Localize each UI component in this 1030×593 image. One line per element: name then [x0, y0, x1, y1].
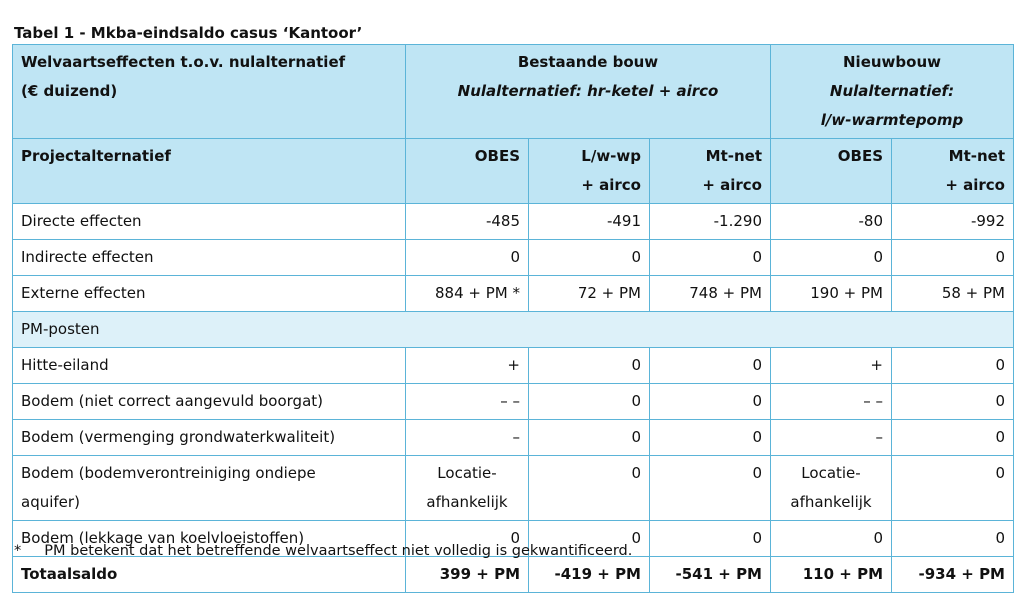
cell: -1.290: [650, 204, 771, 240]
cell: –: [406, 420, 529, 456]
cell: [406, 456, 529, 521]
cell: 0: [771, 240, 892, 276]
group1-title: Bestaande bouw: [517, 53, 659, 71]
cell: 0: [892, 240, 1014, 276]
total-cell: -934 + PM: [892, 557, 1014, 593]
col-header-5-line2: + airco: [945, 176, 1005, 194]
group2-subtitle-1: Nulalternatief:: [829, 82, 955, 100]
total-row: [13, 557, 1014, 593]
table-row: [13, 420, 1014, 456]
row-label: Bodem (niet correct aangevuld boorgat): [13, 384, 406, 420]
cell-line1: Locatie-: [801, 464, 861, 482]
col-header-4-line1: OBES: [837, 147, 883, 165]
cell-line1: Locatie-: [437, 464, 497, 482]
header-title-cell: [13, 45, 406, 139]
col-header-4: [771, 139, 892, 204]
cell: 0: [892, 420, 1014, 456]
cell: –: [771, 420, 892, 456]
header-unit: (€ duizend): [21, 82, 118, 100]
cell: 0: [529, 348, 650, 384]
cell: 0: [406, 521, 529, 557]
total-cell: -541 + PM: [650, 557, 771, 593]
row-label-header: Projectalternatief: [13, 139, 406, 204]
col-header-1-line1: OBES: [474, 147, 520, 165]
cell: 58 + PM: [892, 276, 1014, 312]
row-label-line2: aquifer): [21, 493, 80, 511]
cell: +: [406, 348, 529, 384]
footnote-marker: *: [14, 543, 22, 559]
cell: 190 + PM: [771, 276, 892, 312]
cell: +: [771, 348, 892, 384]
pm-section-row: [13, 312, 1014, 348]
cell: 0: [650, 420, 771, 456]
cell: 0: [406, 240, 529, 276]
cell: 0: [650, 348, 771, 384]
cell: 748 + PM: [650, 276, 771, 312]
group1-subtitle: Nulalternatief: hr-ketel + airco: [457, 82, 719, 100]
row-label: Directe effecten: [13, 204, 406, 240]
cell: – –: [771, 384, 892, 420]
cell: 0: [529, 240, 650, 276]
cell: 0: [529, 521, 650, 557]
cell: – –: [406, 384, 529, 420]
row-label: Hitte-eiland: [13, 348, 406, 384]
header-title: Welvaartseffecten t.o.v. nulalternatief: [21, 53, 346, 71]
total-label: Totaalsaldo: [13, 557, 406, 593]
total-cell: -419 + PM: [529, 557, 650, 593]
col-header-3: [650, 139, 771, 204]
group-bestaande-bouw: [406, 45, 771, 139]
col-header-2-line2: + airco: [581, 176, 641, 194]
col-header-1: [406, 139, 529, 204]
row-label: Bodem (lekkage van koelvloeistoffen): [13, 521, 406, 557]
group2-title: Nieuwbouw: [843, 53, 941, 71]
total-cell: 110 + PM: [771, 557, 892, 593]
row-label: Indirecte effecten: [13, 240, 406, 276]
cell: -491: [529, 204, 650, 240]
row-label-line1: Bodem (bodemverontreiniging ondiepe: [21, 464, 316, 482]
table-row: [13, 456, 1014, 521]
col-header-2: [529, 139, 650, 204]
col-header-3-line1: Mt-net: [705, 147, 762, 165]
table-caption: Tabel 1 - Mkba-eindsaldo casus ‘Kantoor’: [14, 24, 363, 42]
table-row: [13, 384, 1014, 420]
cell: -992: [892, 204, 1014, 240]
column-header-row: [13, 139, 1014, 204]
cell: 0: [529, 420, 650, 456]
cell-line2: afhankelijk: [426, 493, 508, 511]
cell: 884 + PM *: [406, 276, 529, 312]
col-header-3-line2: + airco: [702, 176, 762, 194]
table-row: [13, 276, 1014, 312]
cell: 0: [892, 384, 1014, 420]
row-label: Bodem (vermenging grondwaterkwaliteit): [13, 420, 406, 456]
row-label: Externe effecten: [13, 276, 406, 312]
cell: 0: [529, 456, 650, 521]
cell: -80: [771, 204, 892, 240]
cell: 0: [892, 348, 1014, 384]
total-cell: 399 + PM: [406, 557, 529, 593]
cell: -485: [406, 204, 529, 240]
cell: 72 + PM: [529, 276, 650, 312]
table-row: [13, 240, 1014, 276]
table-header-row: [13, 45, 1014, 139]
table-row: [13, 348, 1014, 384]
cell: 0: [892, 456, 1014, 521]
group-nieuwbouw: [771, 45, 1014, 139]
table-row: [13, 204, 1014, 240]
cell: 0: [771, 521, 892, 557]
results-table: [12, 44, 1014, 593]
col-header-5: [892, 139, 1014, 204]
footnote: [14, 543, 632, 559]
col-header-5-line1: Mt-net: [948, 147, 1005, 165]
col-header-2-line1: L/w-wp: [581, 147, 641, 165]
cell: 0: [529, 384, 650, 420]
cell: 0: [650, 521, 771, 557]
cell: 0: [650, 384, 771, 420]
group2-subtitle-2: l/w-warmtepomp: [820, 111, 964, 129]
cell: 0: [650, 456, 771, 521]
cell: 0: [650, 240, 771, 276]
pm-section-label: PM-posten: [13, 312, 1014, 348]
row-label: [13, 456, 406, 521]
cell-line2: afhankelijk: [790, 493, 872, 511]
cell: [771, 456, 892, 521]
cell: 0: [892, 521, 1014, 557]
footnote-text: PM betekent dat het betreffende welvaartseffect niet volledig is gekwantificeerd.: [44, 543, 633, 559]
